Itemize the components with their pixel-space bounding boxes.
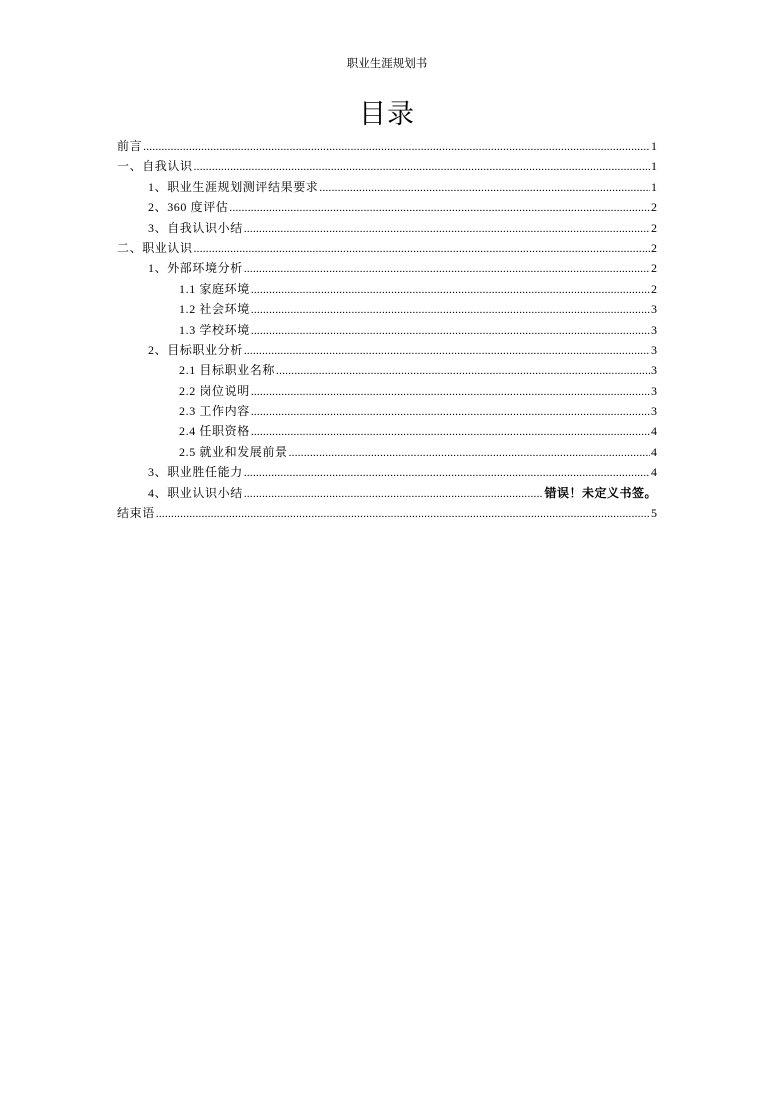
toc-entry-text: 1.3 学校环境 [179, 322, 250, 337]
toc-entry[interactable] [117, 197, 657, 217]
toc-dot-leader [229, 198, 650, 218]
toc-entry-text: 二、职业认识 [117, 240, 193, 255]
toc-entry-text: 一、自我认识 [117, 159, 193, 174]
toc-dot-leader [156, 504, 650, 524]
toc-entry[interactable] [117, 381, 657, 401]
toc-dot-leader [194, 239, 650, 259]
toc-entry[interactable] [117, 421, 657, 441]
toc-dot-leader [143, 137, 650, 157]
toc-page-number: 2 [651, 220, 657, 235]
toc-entry-text: 1.2 社会环境 [179, 302, 250, 317]
toc-title: 目录 [359, 99, 415, 129]
toc-entry[interactable] [117, 238, 657, 258]
toc-page-number: 2 [651, 240, 657, 255]
toc-entry-text: 2.1 目标职业名称 [179, 363, 276, 378]
toc-page-number: 1 [651, 159, 657, 174]
toc-page-number: 5 [651, 506, 657, 521]
toc-entry-text: 1、外部环境分析 [148, 261, 243, 276]
toc-dot-leader [276, 361, 650, 381]
toc-entry[interactable] [117, 177, 657, 197]
toc-page-number: 4 [651, 444, 657, 459]
toc-page-number: 2 [651, 200, 657, 215]
toc-dot-leader [289, 443, 650, 463]
toc-dot-leader [251, 321, 650, 341]
toc-dot-leader [251, 402, 650, 422]
toc-entry-text: 结束语 [117, 506, 155, 521]
toc-page-number: 1 [651, 179, 657, 194]
toc-dot-leader [319, 178, 650, 198]
toc-entry[interactable] [117, 320, 657, 340]
toc-entry[interactable] [117, 218, 657, 238]
toc-error-message: 错误！未定义书签。 [544, 485, 657, 500]
toc-dot-leader [194, 157, 650, 177]
toc-page-number: 3 [651, 322, 657, 337]
toc-entry-text: 2.3 工作内容 [179, 404, 250, 419]
toc-entry-text: 3、职业胜任能力 [148, 465, 243, 480]
toc-dot-leader [244, 259, 650, 279]
toc-dot-leader [244, 463, 650, 483]
toc-page-number: 2 [651, 281, 657, 296]
toc-entry-text: 2、目标职业分析 [148, 342, 243, 357]
toc-entry-text: 4、职业认识小结 [148, 485, 243, 500]
toc-dot-leader [251, 280, 650, 300]
toc-entry[interactable] [117, 483, 657, 503]
toc-page-number: 3 [651, 342, 657, 357]
toc-page-number: 2 [651, 261, 657, 276]
toc-entry[interactable] [117, 340, 657, 360]
toc-page-number: 1 [651, 139, 657, 153]
toc-page-number: 3 [651, 383, 657, 398]
toc-entry-text: 2.5 就业和发展前景 [179, 444, 288, 459]
toc-entry[interactable] [117, 401, 657, 421]
toc-entry-text: 2.2 岗位说明 [179, 383, 250, 398]
toc-entry[interactable] [117, 156, 657, 176]
toc-entry[interactable] [117, 360, 657, 380]
toc-entry[interactable] [117, 462, 657, 482]
toc-page-number: 3 [651, 404, 657, 419]
toc-entry[interactable] [117, 279, 657, 299]
toc-entry[interactable] [117, 258, 657, 278]
toc-entry-text: 2.4 任职资格 [179, 424, 250, 439]
toc-entry-text: 2、360 度评估 [148, 200, 229, 215]
toc-dot-leader [244, 219, 650, 239]
toc-dot-leader [251, 300, 650, 320]
toc-page-number: 3 [651, 302, 657, 317]
toc-entry-text: 1、职业生涯规划测评结果要求 [148, 179, 319, 194]
toc-entry[interactable] [117, 503, 657, 523]
toc-dot-leader [244, 341, 650, 361]
toc-entry[interactable] [117, 136, 657, 156]
table-of-contents [117, 136, 657, 523]
toc-entry[interactable] [117, 299, 657, 319]
running-header: 职业生涯规划书 [346, 58, 428, 70]
toc-entry-text: 前言 [117, 139, 143, 153]
toc-entry-text: 3、自我认识小结 [148, 220, 243, 235]
toc-entry[interactable] [117, 442, 657, 462]
toc-dot-leader [251, 382, 650, 402]
toc-dot-leader [251, 422, 650, 442]
toc-page-number: 3 [651, 363, 657, 378]
toc-page-number: 4 [651, 424, 657, 439]
toc-page-number: 4 [651, 465, 657, 480]
toc-entry-text: 1.1 家庭环境 [179, 281, 250, 296]
toc-dot-leader [244, 484, 544, 504]
